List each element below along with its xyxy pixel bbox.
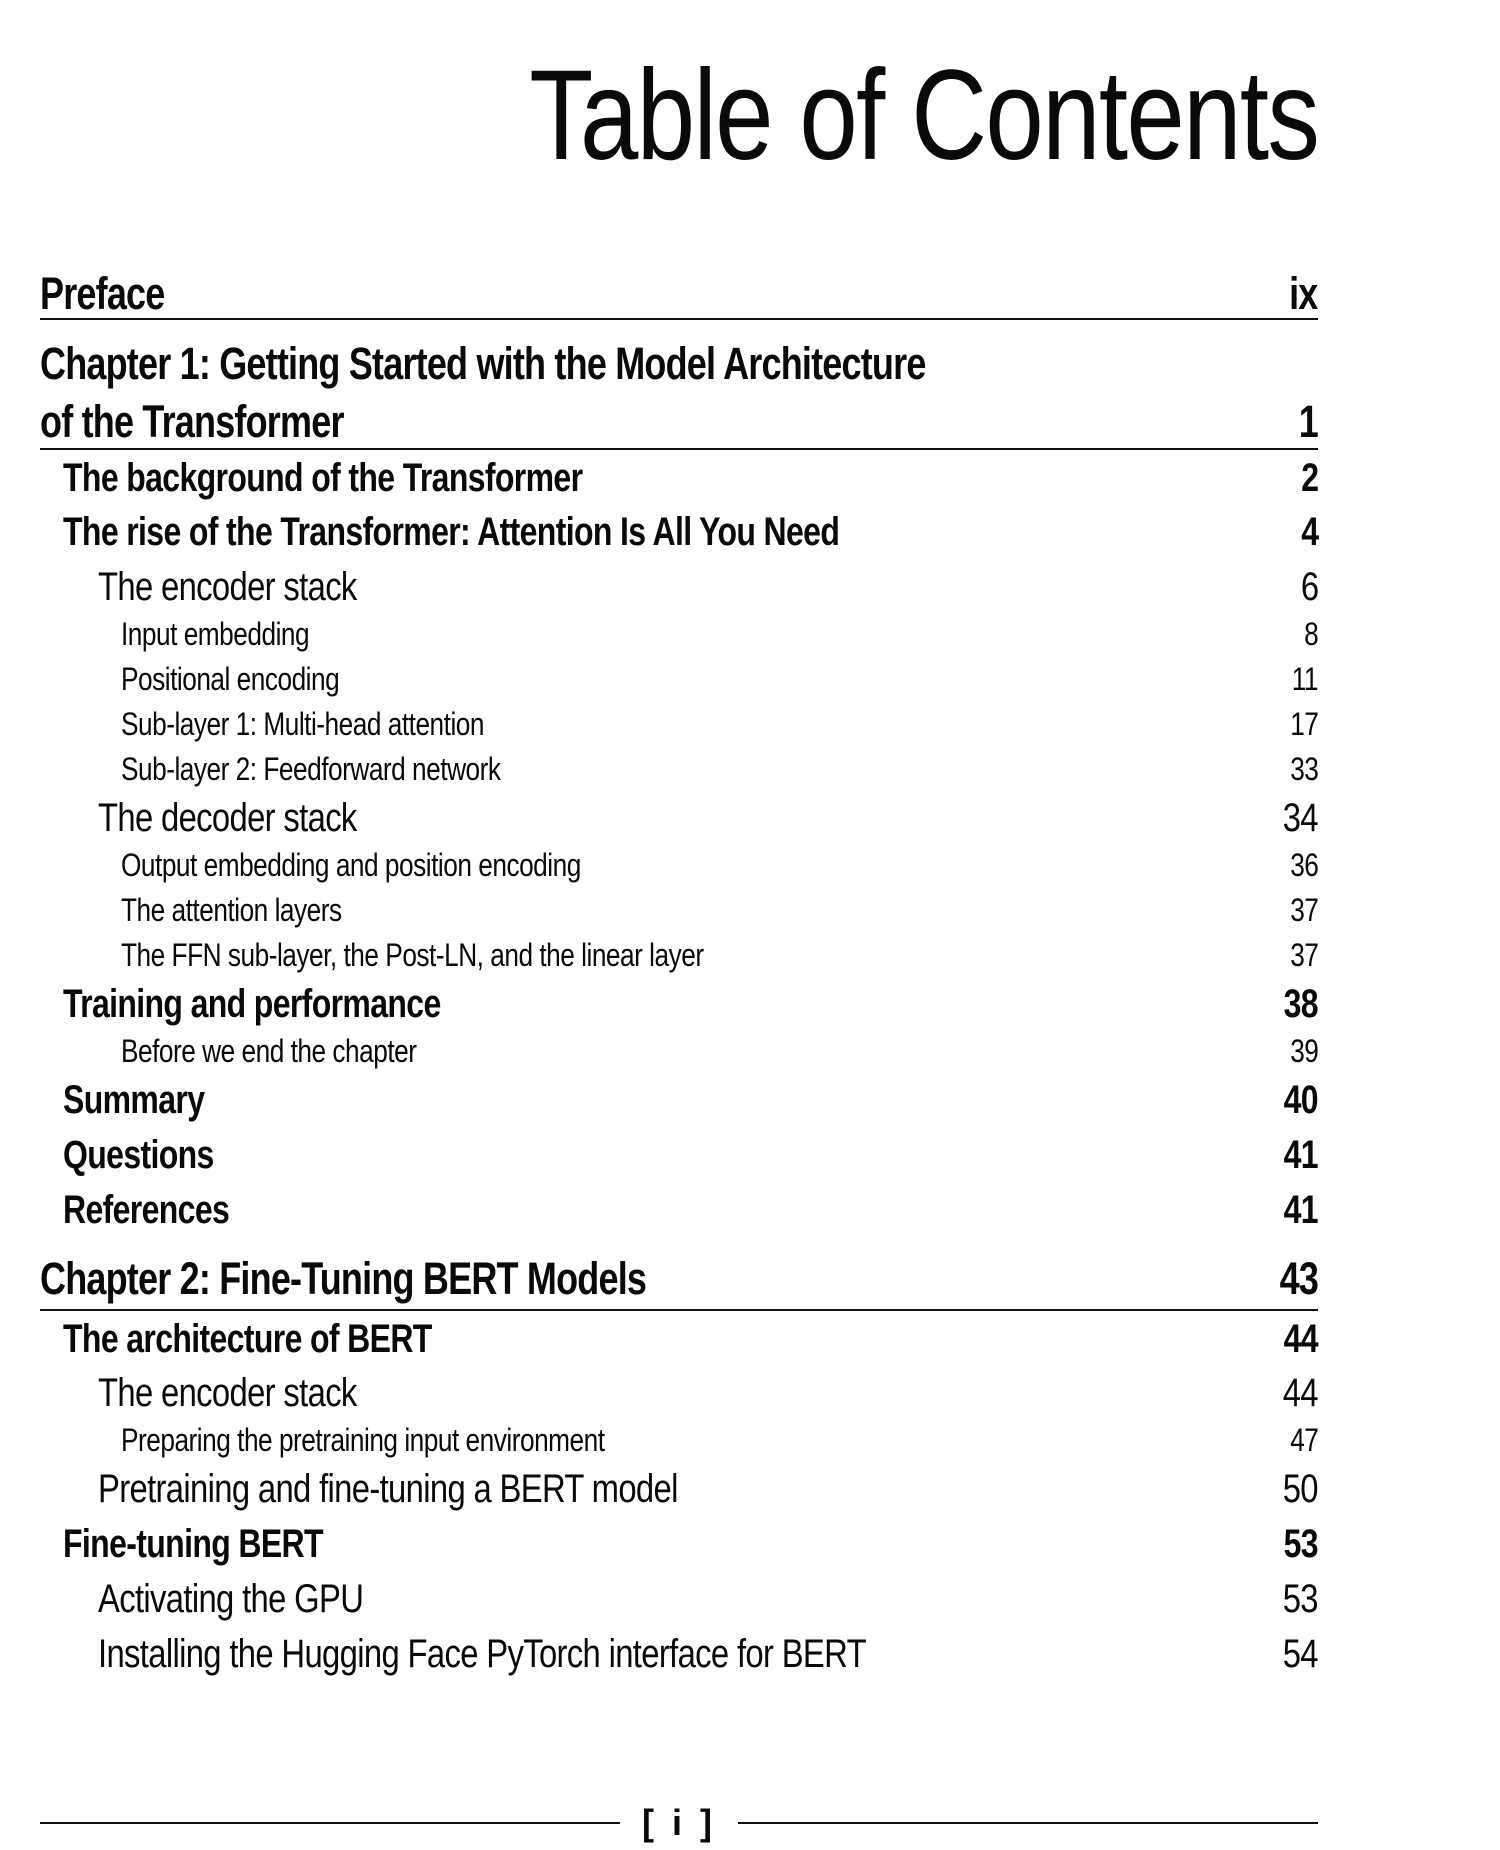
toc-entry-page: 53 xyxy=(1282,1577,1318,1621)
toc-entry-title: The encoder stack xyxy=(98,1371,357,1415)
toc-entry-title: The FFN sub-layer, the Post-LN, and the linear layer xyxy=(121,937,704,973)
toc-entry[interactable] xyxy=(40,1033,1318,1078)
toc-entry-page: 36 xyxy=(1289,847,1318,883)
toc-entry[interactable] xyxy=(40,706,1318,751)
toc-entry-title: Fine-tuning BERT xyxy=(63,1522,323,1566)
toc-entry-title: Preface xyxy=(40,268,165,319)
toc-entry-page: 44 xyxy=(1282,1371,1318,1415)
toc-entry-title: Installing the Hugging Face PyTorch interface for BERT xyxy=(98,1632,866,1676)
toc-entry-page: 1 xyxy=(1298,396,1318,447)
toc-entry[interactable] xyxy=(40,1522,1318,1577)
page-title: Table of Contents xyxy=(529,44,1318,187)
toc-entry-page: 53 xyxy=(1283,1522,1318,1566)
toc-entry-page: 50 xyxy=(1282,1467,1318,1511)
toc-entry[interactable] xyxy=(40,661,1318,706)
toc-entry-page: 37 xyxy=(1289,937,1318,973)
toc-entry-title: Pretraining and fine-tuning a BERT model xyxy=(98,1467,678,1511)
toc-entry[interactable] xyxy=(40,1133,1318,1188)
toc-entry[interactable] xyxy=(40,1188,1318,1243)
toc-entry-page: 4 xyxy=(1300,510,1318,554)
toc-entry-title: References xyxy=(63,1188,230,1232)
toc-entry-title: The attention layers xyxy=(121,892,342,928)
page-footer xyxy=(40,1802,1318,1844)
toc-entry[interactable] xyxy=(40,616,1318,661)
toc-entry-chapter-2[interactable] xyxy=(40,1253,1318,1311)
toc-entry-title: The background of the Transformer xyxy=(63,456,583,500)
toc-entry-page: 17 xyxy=(1289,706,1318,742)
footer-rule-left xyxy=(40,1822,620,1824)
toc-entry-page: 41 xyxy=(1283,1133,1318,1177)
toc-entry-page: 33 xyxy=(1289,751,1318,787)
toc-entry-page: 47 xyxy=(1289,1422,1318,1458)
toc-entry-title: Summary xyxy=(63,1078,205,1122)
toc-entry[interactable] xyxy=(40,510,1318,565)
toc-entry-page: 54 xyxy=(1282,1632,1318,1676)
toc-entry-page: ix xyxy=(1289,268,1318,319)
toc-entry-page: 40 xyxy=(1283,1078,1318,1122)
toc-entry-page: 2 xyxy=(1300,456,1318,500)
toc-entry-page: 37 xyxy=(1289,892,1318,928)
toc-entry[interactable] xyxy=(40,1577,1318,1632)
toc-entry-title: The rise of the Transformer: Attention Is All You Need xyxy=(63,510,840,554)
toc-entry[interactable] xyxy=(40,1422,1318,1467)
toc-entry-title: Questions xyxy=(63,1133,214,1177)
toc-entry-page: 6 xyxy=(1300,565,1318,609)
toc-entry-title: Positional encoding xyxy=(121,661,340,697)
toc-entry-page: 34 xyxy=(1282,796,1318,840)
toc-entry-page: 41 xyxy=(1283,1188,1318,1232)
toc-entry-title: The decoder stack xyxy=(98,796,357,840)
toc-entry-title-line1: Chapter 1: Getting Started with the Model Architecture xyxy=(40,338,926,389)
toc-entry-chapter-1[interactable] xyxy=(40,338,1318,450)
toc-entry[interactable] xyxy=(40,456,1318,510)
toc-entry[interactable] xyxy=(40,1078,1318,1133)
toc-entry[interactable] xyxy=(40,847,1318,892)
toc-entry-title: Before we end the chapter xyxy=(121,1033,417,1069)
toc-entry[interactable] xyxy=(40,565,1318,616)
toc-entry[interactable] xyxy=(40,892,1318,937)
toc-entry-page: 43 xyxy=(1279,1253,1318,1304)
toc-entry-title: Output embedding and position encoding xyxy=(121,847,581,883)
toc-entry-page: 39 xyxy=(1289,1033,1318,1069)
page-number: [ i ] xyxy=(642,1802,716,1843)
toc-entry-page: 44 xyxy=(1283,1317,1318,1361)
toc-entry-preface[interactable] xyxy=(40,268,1318,320)
toc-entry-title: Chapter 2: Fine-Tuning BERT Models xyxy=(40,1253,647,1304)
toc-entry-title: Preparing the pretraining input environment xyxy=(121,1422,605,1458)
toc-entry-page: 8 xyxy=(1303,616,1318,652)
toc-entry[interactable] xyxy=(40,796,1318,847)
toc-entry-title: The encoder stack xyxy=(98,565,357,609)
toc-entry-title: Training and performance xyxy=(63,982,441,1026)
toc-list xyxy=(40,268,1318,1687)
toc-entry[interactable] xyxy=(40,937,1318,982)
toc-entry[interactable] xyxy=(40,1632,1318,1687)
toc-entry[interactable] xyxy=(40,1317,1318,1371)
toc-entry[interactable] xyxy=(40,1371,1318,1422)
toc-entry-title: Input embedding xyxy=(121,616,310,652)
toc-entry-title: Activating the GPU xyxy=(98,1577,364,1621)
toc-entry[interactable] xyxy=(40,1467,1318,1522)
toc-entry-page: 11 xyxy=(1291,661,1318,697)
toc-entry-page: 38 xyxy=(1283,982,1318,1026)
toc-entry[interactable] xyxy=(40,982,1318,1033)
toc-entry-title: Sub-layer 2: Feedforward network xyxy=(121,751,501,787)
toc-entry[interactable] xyxy=(40,751,1318,796)
footer-rule-right xyxy=(738,1822,1318,1824)
toc-entry-title: The architecture of BERT xyxy=(63,1317,432,1361)
toc-entry-title: Sub-layer 1: Multi-head attention xyxy=(121,706,485,742)
toc-entry-title: of the Transformer xyxy=(40,396,344,447)
